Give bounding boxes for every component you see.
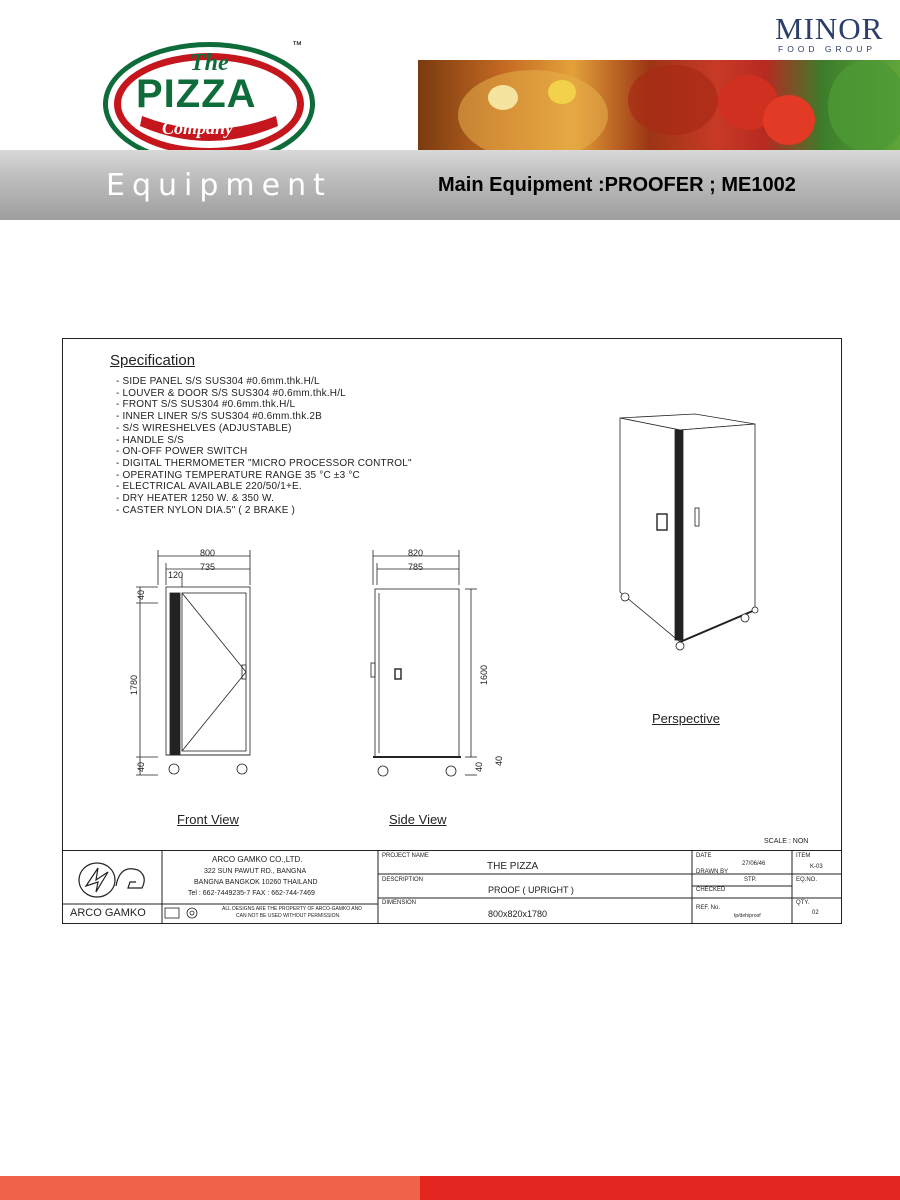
front-dim-1780: 1780 (129, 674, 140, 696)
company-address-2: BANGNA BANGKOK 10260 THAILAND (194, 879, 318, 886)
description-value: PROOF ( UPRIGHT ) (488, 885, 574, 895)
equipment-label: Equipment (106, 168, 332, 203)
side-dim-40: 40 (494, 755, 505, 767)
qty-value: 02 (812, 910, 819, 916)
perspective-drawing (605, 410, 765, 660)
item-value: K-03 (810, 864, 823, 870)
side-dim-caster-40: 40 (474, 761, 485, 773)
property-notice-1: ALL DESIGNS ARE THE PROPERTY OF ARCO-GAMKO AND (222, 906, 362, 912)
spec-item: - HANDLE S/S (116, 434, 184, 446)
spec-list (116, 376, 412, 516)
eq-no-label: EQ.NO. (796, 877, 818, 883)
arco-emblem-icon (164, 906, 202, 920)
company-address-1: 322 SUN PAWUT RD., BANGNA (204, 868, 307, 875)
front-view-label: Front View (177, 812, 239, 827)
front-dim-800: 800 (200, 548, 216, 558)
spec-item: - CASTER NYLON DIA.5" ( 2 BRAKE ) (116, 504, 296, 516)
minor-food-group-logo (775, 11, 890, 54)
spec-item: - LOUVER & DOOR S/S SUS304 #0.6mm.thk.H/L (116, 387, 346, 399)
side-view-label: Side View (389, 812, 447, 827)
drawn-by-label: DRAWN BY (696, 869, 729, 875)
footer-bar-left (0, 1176, 420, 1200)
front-dim-top-40: 40 (136, 589, 147, 601)
date-value: 27/06/46 (742, 861, 766, 867)
spec-item: - DRY HEATER 1250 W. & 350 W. (116, 493, 275, 505)
logo-trademark: ™ (292, 40, 302, 51)
dimension-value: 800x820x1780 (488, 909, 548, 919)
footer-bar-right (420, 1176, 900, 1200)
scale-note: SCALE : NON (764, 838, 809, 845)
spec-item: - FRONT S/S SUS304 #0.6mm.thk.H/L (116, 399, 296, 411)
side-dim-1600: 1600 (479, 664, 490, 686)
spec-item: - SIDE PANEL S/S SUS304 #0.6mm.thk.H/L (116, 376, 320, 387)
drawn-by-value: STP. (744, 877, 757, 883)
minor-logo-title: MINOR (775, 11, 884, 46)
front-view-drawing (130, 545, 270, 785)
side-dim-820: 820 (408, 548, 424, 558)
spec-item: - DIGITAL THERMOMETER "MICRO PROCESSOR CONTROL" (116, 457, 412, 469)
arco-gamko-logo-icon (72, 856, 156, 902)
front-dim-735: 735 (200, 562, 216, 572)
side-dim-785: 785 (408, 562, 424, 572)
logo-text-company: Company (162, 118, 234, 138)
minor-logo-subtitle: FOOD GROUP (778, 44, 877, 54)
project-name: THE PIZZA (487, 861, 539, 872)
spec-item: - OPERATING TEMPERATURE RANGE 35 °C ±3 °C (116, 469, 360, 481)
company-tel: Tel : 662-7449235-7 FAX : 662-744-7469 (188, 890, 315, 897)
food-banner-image (418, 60, 900, 152)
spec-item: - ON-OFF POWER SWITCH (116, 446, 248, 458)
ref-no-value: tp/deh/proof (734, 913, 761, 919)
qty-label: QTY. (796, 900, 810, 906)
spec-item: - S/S WIRESHELVES (ADJUSTABLE) (116, 422, 292, 434)
spec-title: Specification (110, 352, 196, 369)
project-name-label: PROJECT NAME (382, 853, 429, 859)
property-notice-2: CAN NOT BE USED WITHOUT PERMISSION. (236, 913, 341, 919)
spec-item: - ELECTRICAL AVAILABLE 220/50/1+E. (116, 481, 302, 493)
brand-name: ARCO GAMKO (70, 907, 146, 919)
logo-text-pizza: PIZZA (136, 72, 257, 116)
ref-no-label: REF. No. (696, 905, 721, 911)
front-dim-120: 120 (168, 570, 184, 580)
date-label: DATE (696, 853, 712, 859)
page-title: Main Equipment :PROOFER ; ME1002 (438, 174, 796, 196)
dimension-label: DIMENSION (382, 900, 417, 906)
perspective-label: Perspective (652, 711, 720, 726)
checked-label: CHECKED (696, 887, 726, 893)
company-name: ARCO GAMKO CO.,LTD. (212, 855, 303, 864)
logo-text-the: The (190, 50, 229, 76)
front-dim-bottom-40: 40 (136, 761, 147, 773)
spec-item: - INNER LINER S/S SUS304 #0.6mm.thk.2B (116, 411, 323, 423)
description-label: DESCRIPTION (382, 877, 424, 883)
item-label: ITEM (796, 853, 811, 859)
